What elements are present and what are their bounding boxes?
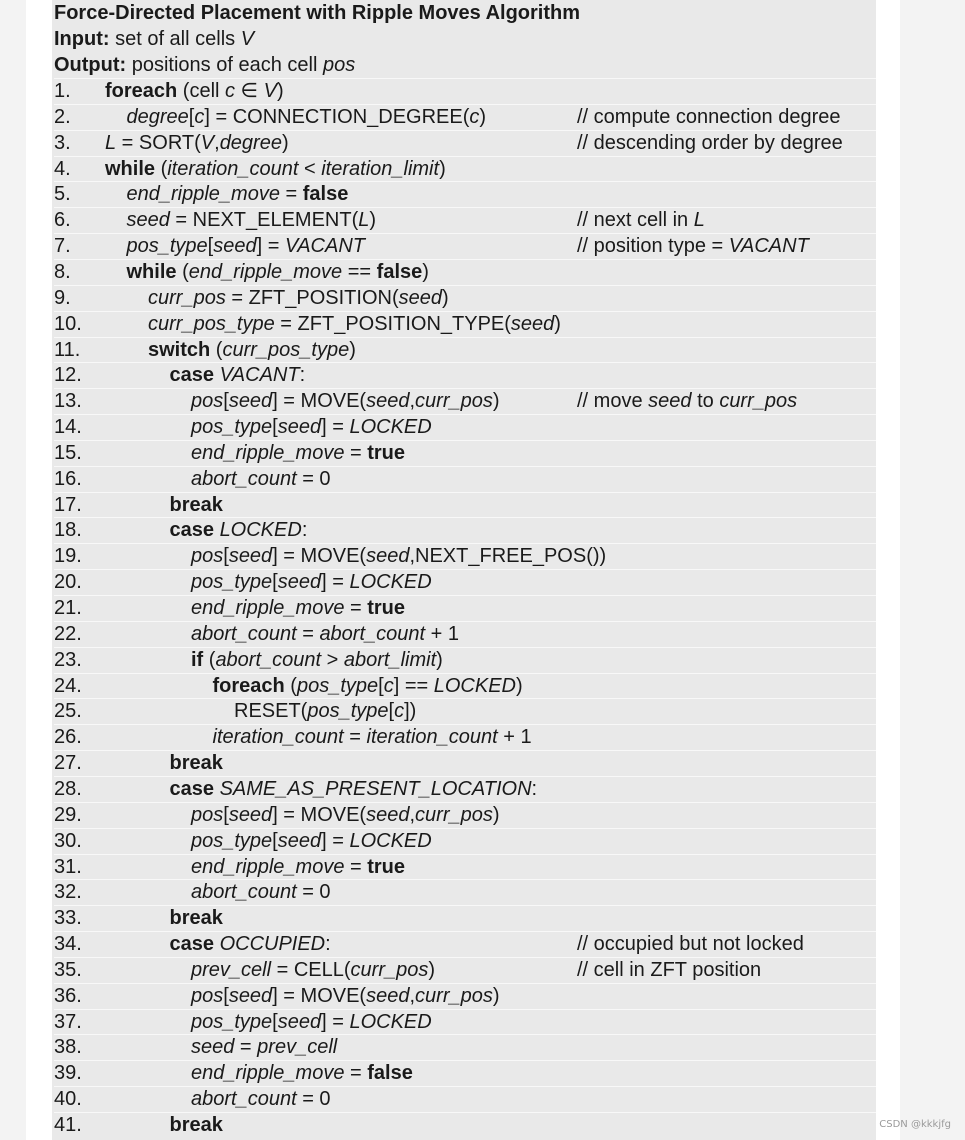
output-text: positions of each cell [126,54,323,76]
line-code: pos_type[seed] = LOCKED [191,571,432,594]
code-line [54,1087,876,1111]
line-code: curr_pos = ZFT_POSITION(seed) [148,286,449,309]
line-code: end_ripple_move = false [126,183,349,206]
line-code: foreach (cell c ∈ V) [105,80,284,102]
line-number: 5. [54,183,71,206]
line-number: 36. [54,984,82,1007]
code-line [54,208,876,232]
line-number: 32. [54,881,82,904]
line-number: 7. [54,235,71,258]
line-code: prev_cell = CELL(curr_pos) [191,958,436,981]
line-number: 9. [54,286,71,309]
line-number: 10. [54,312,82,335]
code-line [54,518,876,542]
code-line [54,544,876,568]
line-code: case VACANT: [169,364,306,387]
line-comment: // occupied but not locked [577,933,804,956]
code-line [54,1061,876,1085]
line-code: switch (curr_pos_type) [148,338,356,361]
right-margin [900,0,965,1140]
line-code: pos[seed] = MOVE(seed,curr_pos) [191,803,500,826]
code-line [54,880,876,904]
line-code: pos[seed] = MOVE(seed,curr_pos) [191,390,500,413]
line-number: 22. [54,622,82,645]
line-code: abort_count = 0 [191,881,331,904]
watermark: CSDN @kkkjfg [879,1119,951,1130]
line-number: 14. [54,416,82,439]
line-code: abort_count = abort_count + 1 [191,622,459,645]
line-number: 31. [54,855,82,878]
line-code: pos[seed] = MOVE(seed,curr_pos) [191,984,500,1007]
line-code: while (iteration_count < iteration_limit) [105,157,446,180]
code-line [54,932,876,956]
line-comment: // next cell in L [577,209,705,232]
code-line [54,570,876,594]
line-code: pos_type[seed] = LOCKED [191,416,432,439]
line-code: seed = prev_cell [191,1036,338,1059]
line-number: 4. [54,157,71,180]
code-line [54,803,876,827]
input-label: Input: [54,28,110,50]
code-line [54,467,876,491]
line-code: pos[seed] = MOVE(seed,NEXT_FREE_POS()) [191,545,607,568]
code-line [54,415,876,439]
line-code: pos_type[seed] = LOCKED [191,829,432,852]
code-line [54,777,876,801]
code-line [54,1010,876,1034]
line-number: 24. [54,674,82,697]
line-code: break [169,1114,223,1136]
code-line [54,493,876,517]
line-code: L = SORT(V,degree) [105,131,289,154]
line-number: 11. [54,338,81,361]
line-code: end_ripple_move = true [191,441,406,464]
line-number: 35. [54,958,82,981]
line-number: 37. [54,1010,82,1033]
line-code: case OCCUPIED: [169,933,331,956]
line-number: 28. [54,777,82,800]
line-number: 12. [54,364,82,387]
line-number: 8. [54,260,71,283]
line-number: 18. [54,519,82,542]
code-line [54,182,876,206]
code-line [54,596,876,620]
line-number: 20. [54,571,82,594]
code-line [54,105,876,129]
line-number: 13. [54,390,82,413]
line-number: 25. [54,700,82,723]
line-number: 23. [54,648,82,671]
line-number: 21. [54,597,82,619]
line-number: 39. [54,1062,82,1085]
line-code: break [169,752,223,775]
line-comment: // move seed to curr_pos [577,390,798,413]
line-number: 6. [54,209,71,232]
line-code: break [169,493,223,516]
line-number: 40. [54,1088,82,1111]
line-number: 2. [54,105,71,128]
code-line [54,157,876,181]
code-line [54,1113,876,1137]
line-code: RESET(pos_type[c]) [234,700,417,723]
line-number: 17. [54,493,82,516]
line-code: break [169,907,223,930]
line-number: 30. [54,829,82,852]
code-line [54,855,876,879]
code-line [54,725,876,749]
code-line [54,131,876,155]
line-comment: // position type = VACANT [577,235,809,258]
line-code: pos_type[seed] = VACANT [126,235,365,258]
line-code: case LOCKED: [169,519,308,542]
code-line [54,389,876,413]
line-code: iteration_count = iteration_count + 1 [212,726,532,749]
line-number: 3. [54,131,71,154]
line-code: end_ripple_move = false [191,1062,413,1085]
line-code: degree[c] = CONNECTION_DEGREE(c) [126,105,487,128]
line-code: curr_pos_type = ZFT_POSITION_TYPE(seed) [148,312,561,335]
code-line [54,984,876,1008]
line-number: 1. [54,80,71,102]
code-line [54,751,876,775]
line-code: if (abort_count > abort_limit) [191,648,443,671]
line-code: abort_count = 0 [191,1088,331,1111]
line-code: seed = NEXT_ELEMENT(L) [126,209,377,232]
input-var: V [240,28,255,50]
code-line [54,234,876,258]
line-code: case SAME_AS_PRESENT_LOCATION: [169,777,538,800]
code-line [54,260,876,284]
code-line [54,79,876,103]
line-code: foreach (pos_type[c] == LOCKED) [212,674,523,697]
line-comment: // cell in ZFT position [577,958,762,981]
line-code: while (end_ripple_move == false) [126,260,429,283]
line-comment: // descending order by degree [577,131,843,154]
input-line [54,27,254,51]
code-line [54,648,876,672]
line-code: abort_count = 0 [191,467,331,490]
code-line [54,312,876,336]
line-number: 33. [54,907,82,930]
line-number: 19. [54,545,82,568]
input-text: set of all cells [109,28,241,50]
code-line [54,363,876,387]
code-line [54,958,876,982]
output-label: Output: [54,54,127,76]
line-code: end_ripple_move = true [191,597,406,619]
code-line [54,1035,876,1059]
line-number: 34. [54,933,82,956]
code-line [54,441,876,465]
line-number: 29. [54,803,82,826]
output-line [54,53,355,77]
code-line [54,622,876,646]
output-var: pos [322,54,356,76]
line-comment: // compute connection degree [577,105,841,128]
line-number: 15. [54,441,82,464]
code-line [54,674,876,698]
code-line [54,338,876,362]
code-line [54,286,876,310]
code-line [54,699,876,723]
code-line [54,906,876,930]
line-number: 26. [54,726,82,749]
line-number: 41. [54,1114,82,1136]
line-code: end_ripple_move = true [191,855,406,878]
algorithm-title: Force-Directed Placement with Ripple Moves Algorithm [54,2,581,24]
line-number: 27. [54,752,82,775]
code-line [54,829,876,853]
left-margin [0,0,26,1140]
line-number: 16. [54,467,82,490]
line-number: 38. [54,1036,82,1059]
line-code: pos_type[seed] = LOCKED [191,1010,432,1033]
